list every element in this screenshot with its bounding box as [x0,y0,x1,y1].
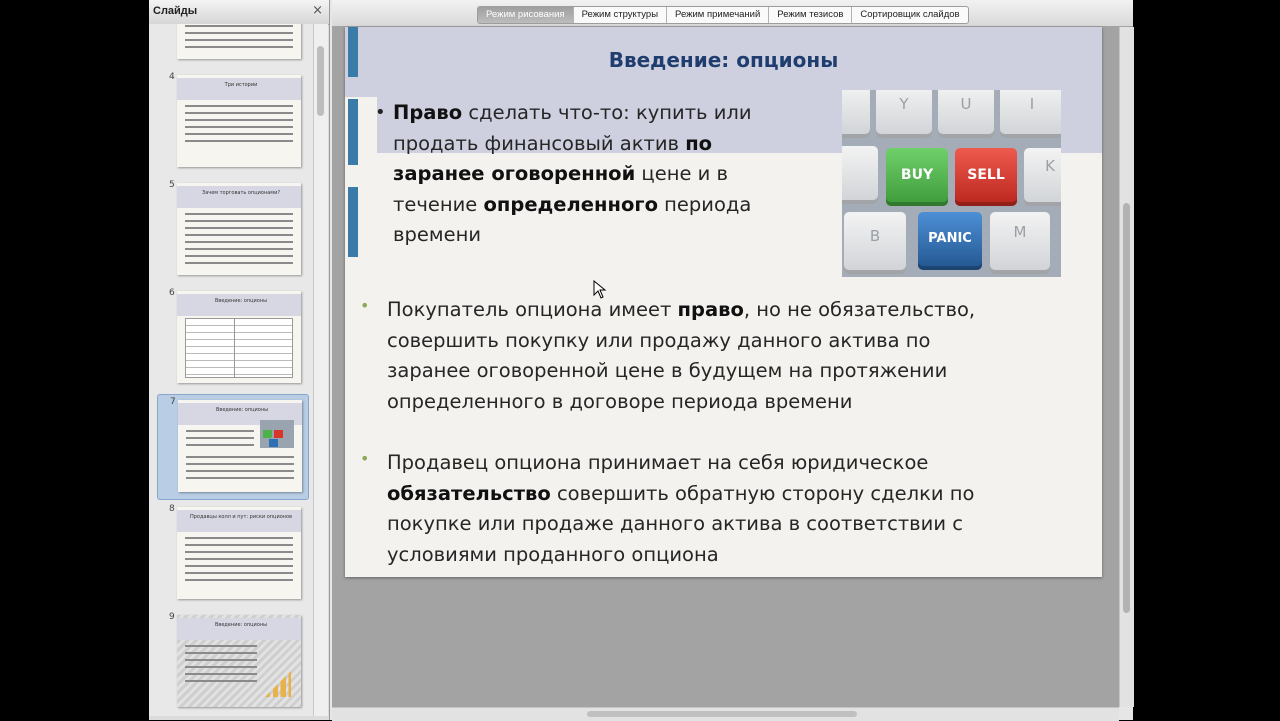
thumbnail-title: Продавцы колл и пут: риски опционов [189,514,293,520]
text-line: определенного в договоре периода времени [387,389,853,413]
text-line: Покупатель опциона имеет право, но не обязательство, [387,298,976,321]
mode-notes[interactable]: Режим примечаний [667,7,769,23]
thumbnail-title: Зачем торговать опционами? [201,190,280,196]
slide-thumbnail-4[interactable] [157,70,307,174]
close-icon[interactable]: × [312,3,323,18]
slides-panel [149,0,330,720]
scrollbar-knob[interactable] [317,46,324,116]
slide-thumbnail-image [177,507,301,599]
slide-thumbnail-6[interactable] [157,286,307,390]
text-line: покупке или продаже данного актива в соответствии с [387,512,963,535]
thumbnail-keyboard-image [260,420,294,448]
slide-number: 8 [169,504,175,514]
thumbnail-chart-image [265,671,291,697]
text-line: обязательство совершить обратную сторону сделки по [387,481,975,505]
bullet-dot: • [375,102,386,123]
text-line: условиями проданного опциона [387,542,719,566]
accent-bar [348,187,358,257]
canvas-horizontal-scrollbar[interactable] [332,707,1119,721]
panic-key: PANIC [918,212,982,270]
slide-number: 5 [169,180,175,190]
slide-number: 4 [169,72,175,82]
scrollbar-knob[interactable] [1123,203,1130,613]
view-mode-toolbar [332,0,1133,27]
slide-number: 9 [169,612,175,622]
thumbnail-title: Введение: опционы [215,407,269,413]
mode-drawing[interactable]: Режим рисования [478,7,574,23]
buy-key: BUY [886,148,948,206]
text-line: Продавец опциона принимает на себя юридическое [387,451,929,474]
slide-thumbnail-image [177,24,301,59]
slide-number: 6 [169,288,175,298]
scrollbar-knob[interactable] [587,711,857,717]
bullet-2-text[interactable] [387,295,975,417]
bullet-1-text[interactable]: Право сделать что-то: купить или продать финансовый актив по заранее оговоренной цене и в течение определенного периода времени [393,101,752,246]
thumbnail-table [185,318,293,378]
view-mode-segmented-control [477,6,969,24]
slide-thumbnail-image [177,183,301,275]
slide-thumbnail-image [177,291,301,383]
text-line: совершить покупку или продажу данного актива по [387,328,931,352]
slide-thumbnail-5[interactable] [157,178,307,282]
slide-thumbnail-7[interactable] [157,394,309,500]
slide-thumbnail-image [178,400,302,492]
bullet-dot: • [360,296,370,315]
slides-panel-header [149,0,329,25]
bullet-3-text[interactable] [387,448,974,570]
slide[interactable] [345,27,1102,577]
slide-thumbnail-image [177,75,301,167]
bullet-dot: • [360,449,370,468]
slides-panel-title: Слайды [153,5,198,17]
thumbnail-title: Введение: опционы [214,298,268,304]
text-line: заранее оговоренной цене в будущем на протяжении [387,359,948,382]
mode-handouts[interactable]: Режим тезисов [769,7,852,23]
canvas-vertical-scrollbar[interactable] [1119,27,1134,707]
slide-canvas[interactable] [332,27,1119,707]
app-window [149,0,1133,720]
slide-number: 7 [170,397,176,407]
accent-bar [348,99,358,165]
slide-thumbnail-9[interactable] [157,610,307,714]
slide-title[interactable]: Введение: опционы [608,48,839,72]
mouse-cursor-icon [593,280,609,300]
sell-key: SELL [955,148,1017,206]
thumbnail-scrollbar[interactable] [313,24,328,716]
slide-thumbnail-3[interactable] [157,24,307,66]
keyboard-image: Y U I BUY SELL K B PANIC M [842,90,1061,277]
thumbnail-list[interactable] [149,24,313,716]
slide-thumbnail-8[interactable] [157,502,307,606]
mode-outline[interactable]: Режим структуры [574,7,667,23]
slide-thumbnail-image [177,615,301,707]
thumbnail-title: Введение: опционы [214,622,268,628]
thumbnail-title: Три истории [224,82,258,88]
mode-slide-sorter[interactable]: Сортировщик слайдов [860,9,960,20]
